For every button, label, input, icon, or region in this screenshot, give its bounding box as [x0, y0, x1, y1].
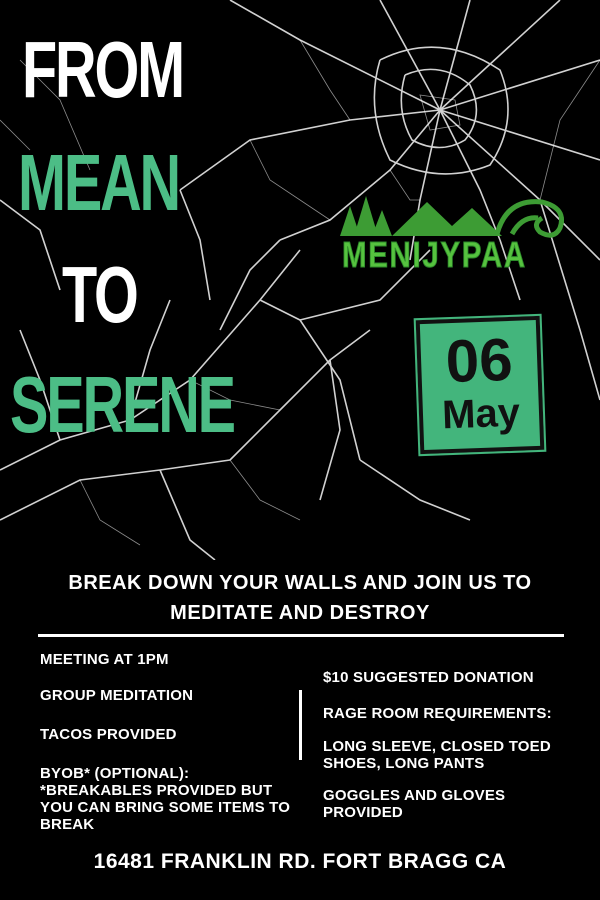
date-month: May: [441, 390, 521, 438]
column-divider: [299, 690, 302, 760]
logo-text: MENIJYPAA: [342, 234, 527, 275]
title-line-from: FROM: [22, 25, 183, 114]
title-line-mean: MEAN: [18, 138, 179, 227]
event-address: 16481 FRANKLIN RD. FORT BRAGG CA: [93, 850, 507, 873]
detail-donation: $10 SUGGESTED DONATION: [323, 669, 534, 686]
detail-group-meditation: GROUP MEDITATION: [40, 687, 194, 704]
detail-tacos: TACOS PROVIDED: [40, 726, 177, 743]
detail-goggles-gloves: GOGGLES AND GLOVES PROVIDED: [323, 787, 506, 821]
date-badge: [416, 316, 545, 454]
detail-clothing: LONG SLEEVE, CLOSED TOED SHOES, LONG PANTS: [323, 738, 551, 772]
detail-meeting-time: MEETING AT 1PM: [40, 651, 169, 668]
date-day: 06: [444, 325, 514, 396]
detail-rage-room-requirements: RAGE ROOM REQUIREMENTS:: [323, 705, 552, 722]
headline: BREAK DOWN YOUR WALLS AND JOIN US TO MEDITATE AND DESTROY: [68, 572, 532, 624]
title-line-to: TO: [62, 250, 137, 339]
detail-byob: BYOB* (OPTIONAL): *BREAKABLES PROVIDED BUT YOU CAN BRING SOME ITEMS TO BREAK: [40, 765, 291, 833]
title-line-serene: SERENE: [10, 360, 234, 449]
divider-rule: [38, 634, 564, 637]
